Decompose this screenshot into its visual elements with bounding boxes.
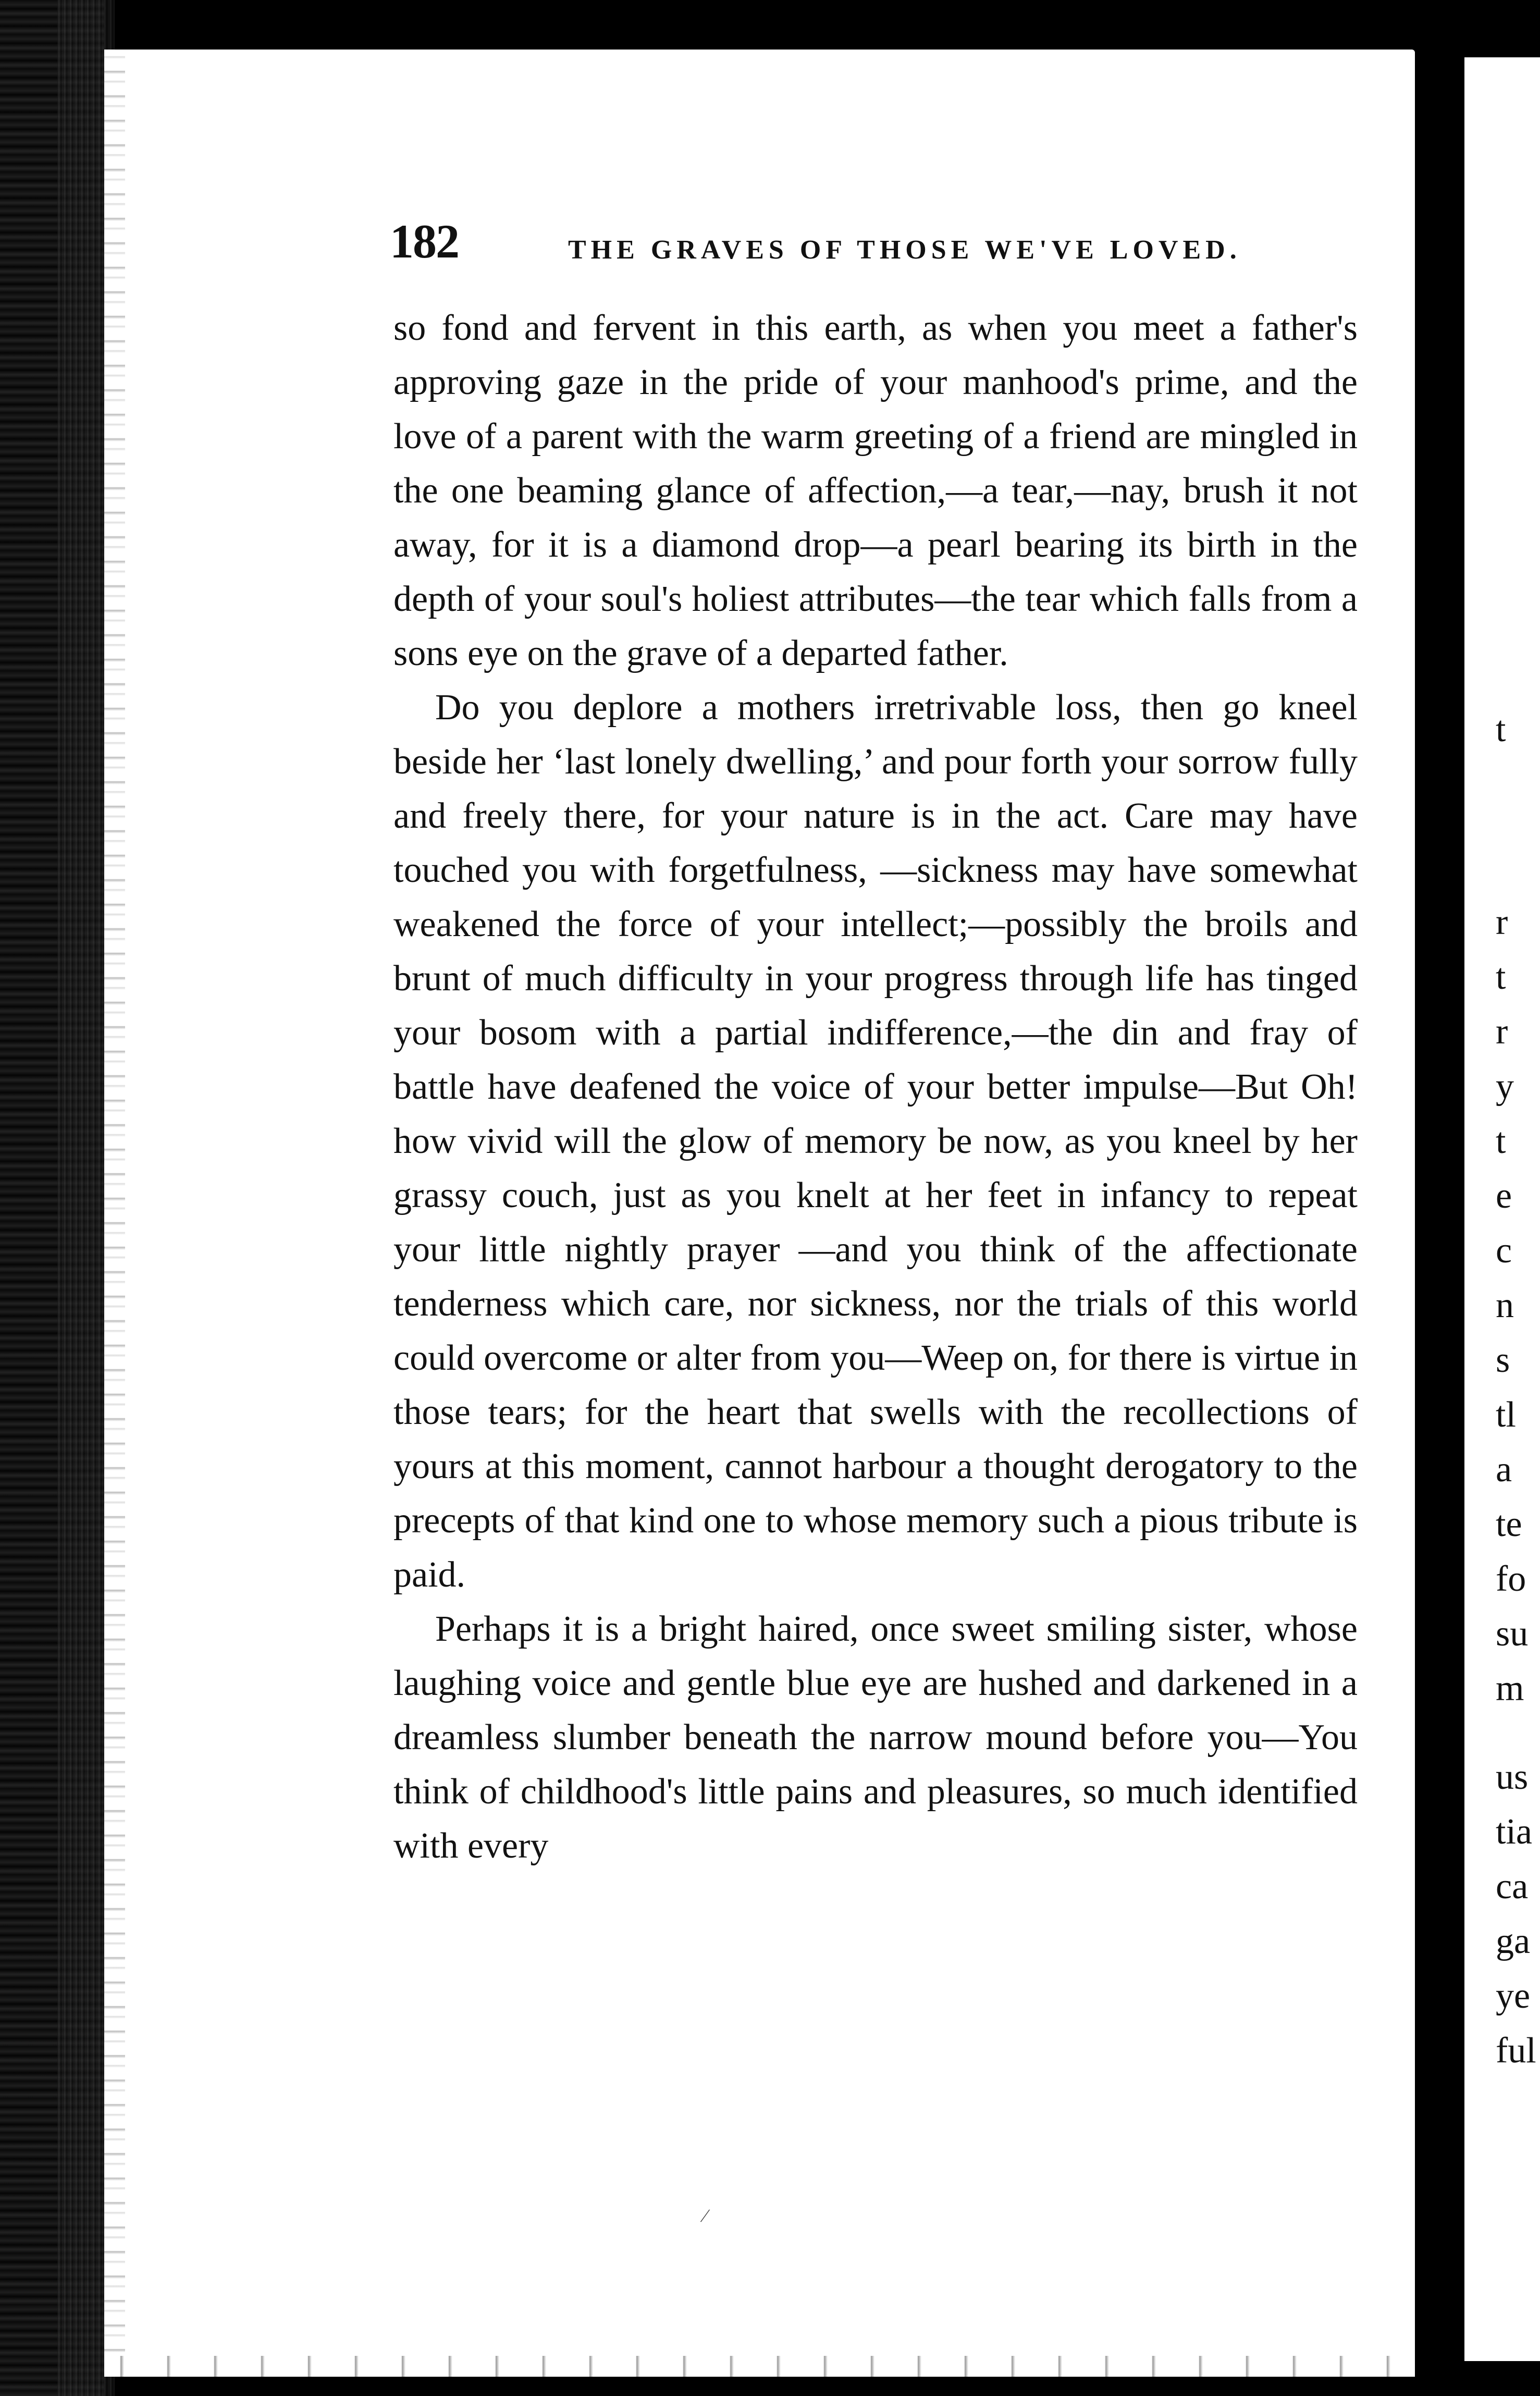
fragment: c bbox=[1496, 1231, 1512, 1271]
fragment: us bbox=[1496, 1757, 1529, 1797]
fragment: r bbox=[1496, 1012, 1508, 1052]
paragraph-1: so fond and fervent in this earth, as when you meet a father's approving gaze in the pride of your manhood's prime, and the love of a parent with the warm greeting of a friend are mingled in the one beaming glance of affection,—a tear,—nay, brush it not away, for it is a diamond drop—a pearl bearing its birth in the depth of your soul's holiest attributes—the tear which falls from a sons eye on the grave of a departed father. bbox=[393, 308, 1358, 673]
adjacent-page-edge bbox=[1464, 57, 1540, 2361]
paragraph-3: Perhaps it is a bright haired, once sweet smiling sister, whose laughing voice and gentle blue eye are hushed and darkened in a dreamless slumber beneath the narrow mound before you—You think of childhood's little pains and pleasures, so much identified with every bbox=[393, 1609, 1358, 1866]
fragment: su bbox=[1496, 1614, 1529, 1654]
stray-ink-mark: ⁄ bbox=[704, 2205, 707, 2226]
fragment: ga bbox=[1496, 1921, 1531, 1961]
fragment: te bbox=[1496, 1504, 1522, 1544]
page-number: 182 bbox=[390, 215, 459, 268]
page-bottom-edge bbox=[104, 2356, 1415, 2377]
fragment: a bbox=[1496, 1449, 1512, 1490]
fragment: m bbox=[1496, 1668, 1524, 1709]
fragment: e bbox=[1496, 1176, 1512, 1216]
page-left-edge bbox=[104, 50, 125, 2374]
fragment: s bbox=[1496, 1340, 1510, 1380]
fragment: n bbox=[1496, 1285, 1514, 1325]
running-title: THE GRAVES OF THOSE WE'VE LOVED. bbox=[568, 235, 1241, 265]
fragment: tia bbox=[1496, 1812, 1532, 1852]
paragraph-2: Do you deplore a mothers irretrivable loss, then go kneel beside her ‘last lonely dwelling,’ and pour forth your sorrow fully and freely there, for your nature is in the act. Care may have touched you with forgetfulness, —sickness may have somewhat weakened the force of your intellect;—possibly the broils and brunt of much difficulty in your progress through life has tinged your bosom with a partial indifference,—the din and fray of battle have deafened the voice of your better impulse—But Oh! how vivid will the glow of memory be now, as you kneel by her grassy couch, just as you knelt at her feet in infancy to repeat your little nightly prayer —and you think of the affectionate tenderness which care, nor sickness, nor the trials of this world could overcome or alter from you—Weep on, for there is virtue in those tears; for the heart that swells with the recollections of yours at this moment, cannot harbour a thought derogatory to the precepts of that kind one to whose memory such a pious tribute is paid. bbox=[393, 687, 1358, 1595]
fragment: ful bbox=[1496, 2031, 1536, 2071]
body-text bbox=[393, 301, 1358, 1873]
fragment: r bbox=[1496, 902, 1508, 942]
fragment: ye bbox=[1496, 1976, 1531, 2016]
fragment: t bbox=[1496, 957, 1506, 997]
fragment: fo bbox=[1496, 1559, 1526, 1599]
fragment: y bbox=[1496, 1066, 1514, 1107]
fragment: ca bbox=[1496, 1866, 1529, 1907]
fragment: tl bbox=[1496, 1395, 1516, 1435]
fragment: t bbox=[1496, 1121, 1506, 1161]
fragment: t bbox=[1496, 709, 1506, 749]
gutter bbox=[1415, 31, 1464, 2396]
